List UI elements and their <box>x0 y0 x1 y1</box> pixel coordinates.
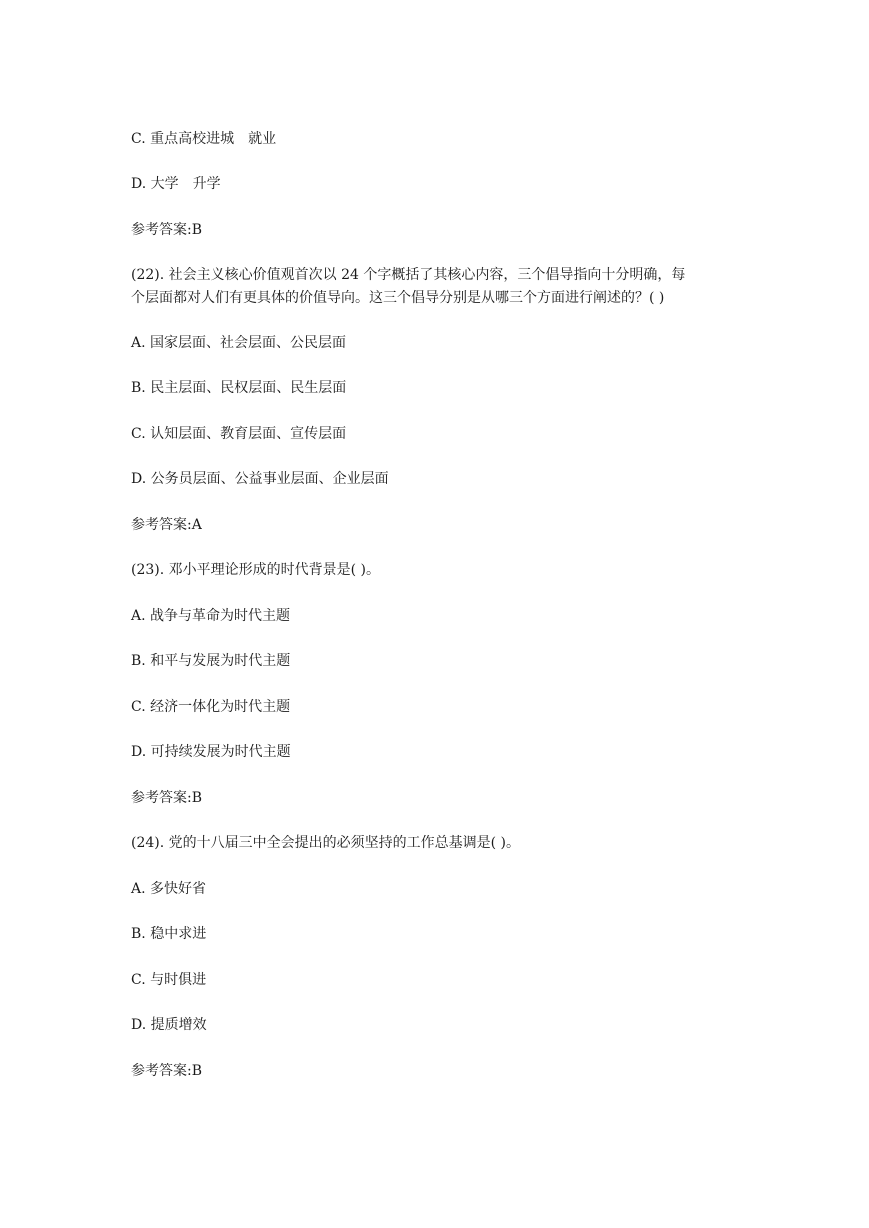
q23-answer: 参考答案:B <box>131 790 203 806</box>
q23-option-d: D. 可持续发展为时代主题 <box>131 744 291 760</box>
q24-answer: 参考答案:B <box>131 1063 203 1079</box>
q22-answer: 参考答案:A <box>131 517 202 533</box>
q24-option-c: C. 与时俱进 <box>131 972 207 988</box>
q23-question: (23). 邓小平理论形成的时代背景是( )。 <box>131 562 381 578</box>
q24-option-a: A. 多快好省 <box>131 881 207 897</box>
q24-question: (24). 党的十八届三中全会提出的必须坚持的工作总基调是( )。 <box>131 835 521 851</box>
q22-option-a: A. 国家层面、社会层面、公民层面 <box>131 335 347 351</box>
q24-option-b: B. 稳中求进 <box>131 926 207 942</box>
q22-option-c: C. 认知层面、教育层面、宣传层面 <box>131 426 347 442</box>
q23-option-c: C. 经济一体化为时代主题 <box>131 699 291 715</box>
q22-option-d: D. 公务员层面、公益事业层面、企业层面 <box>131 471 389 487</box>
q21-answer: 参考答案:B <box>131 222 203 238</box>
q22-question-line-2: 个层面都对人们有更具体的价值导向。这三个倡导分别是从哪三个方面进行阐述的？( ) <box>131 290 665 306</box>
q22-question-line-1: (22). 社会主义核心价值观首次以 24 个字概括了其核心内容，三个倡导指向十分明确，每 <box>131 267 686 283</box>
q23-option-a: A. 战争与革命为时代主题 <box>131 608 291 624</box>
q24-option-d: D. 提质增效 <box>131 1017 207 1033</box>
q21-option-d: D. 大学 升学 <box>131 176 221 192</box>
q21-option-c: C. 重点高校进城 就业 <box>131 131 277 147</box>
q23-option-b: B. 和平与发展为时代主题 <box>131 653 291 669</box>
q22-option-b: B. 民主层面、民权层面、民生层面 <box>131 380 347 396</box>
